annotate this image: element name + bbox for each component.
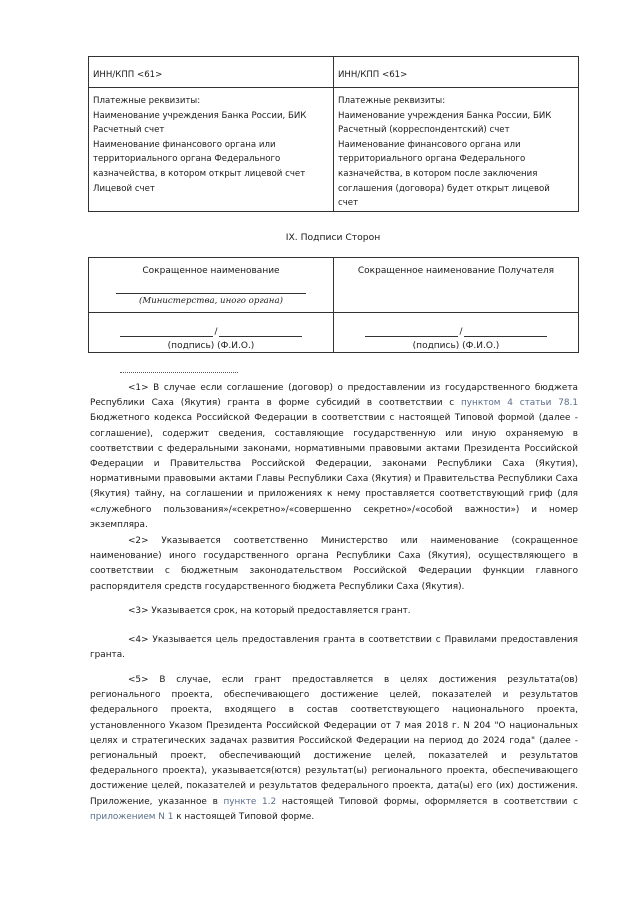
requisites-line: территориального органа Федерального [93, 154, 281, 165]
signature-caption: (подпись) (Ф.И.О.) [412, 341, 500, 351]
signatures-table [88, 257, 579, 353]
left-requisites-cell [89, 88, 334, 212]
footnote-link[interactable]: пункте 1.2 [223, 796, 277, 807]
right-party-header: Сокращенное наименование Получателя [357, 266, 555, 276]
footnote-text: к настоящей Типовой форме. [173, 811, 315, 822]
footnote-text: <4> Указывается цель предоставления гранта в соответствии с Правилами предоставления гранта. [90, 635, 578, 661]
footnote-separator [120, 372, 238, 373]
footnote-3 [90, 604, 578, 619]
signature-line [120, 336, 213, 337]
signature-caption: (подпись) (Ф.И.О.) [167, 341, 255, 351]
footnote-text: <5> В случае, если грант предоставляется в целях достижения результата(ов) регионального проекта, обеспечивающего достижение целей, показателей и результатов федерального проекта, входящего в состав соответствующего национального проекта, установленного Указом Президента Российской Федерации от 7 мая 2018 г. N 204 "О национальных целях и стратегических задачах развития Российской Федерации на период до 2024 года" (далее - региональный проект, обеспечивающий достижение целей, показателей и результатов федерального проекта), указывается(ются) результат(ы) регионального проекта, обеспечивающего достижение целей, показателей и результатов федерального проекта, дата(ы) его (их) достижения. Приложение, указанное в [90, 675, 578, 807]
right-party-cell [334, 258, 579, 313]
right-requisites-cell [334, 88, 579, 212]
requisites-line: Лицевой счет [93, 183, 155, 194]
footnote-text: <1> В случае если соглашение (договор) о предоставлении из государственного бюджета Республики Саха (Якутия) гранта в форме субсидий в соответствии с [90, 383, 578, 409]
signature-field [334, 327, 578, 337]
requisites-line: соглашения (договора) будет открыт лицевой [338, 183, 550, 194]
name-line [464, 336, 547, 337]
signature-line [365, 336, 458, 337]
left-party-header: Сокращенное наименование [142, 266, 280, 276]
requisites-line: Наименование учреждения Банка России, БИК [338, 110, 552, 121]
section-title: IX. Подписи Сторон [285, 232, 381, 243]
footnote-2 [90, 534, 578, 595]
requisites-line: территориального органа Федерального [338, 154, 526, 165]
requisites-line: Расчетный (корреспондентский) счет [338, 125, 510, 136]
requisites-line: Наименование учреждения Банка России, БИК [93, 110, 307, 121]
footnote-text: <3> Указывается срок, на который предоставляется грант. [128, 606, 411, 616]
left-signature-cell [89, 313, 334, 353]
requisites-line: Расчетный счет [93, 125, 165, 136]
footnote-text: Бюджетного кодекса Российской Федерации в соответствии с настоящей Типовой формой (далее - соглашение), содержит сведения, составляющие государственную или иную охраняемую в соответствии с федеральными законами, нормативными правовыми актами Президента Российской Федерации и Правительства Российской Федерации, законами Республики Саха (Якутия), нормативными правовыми актами Главы Республики Саха (Якутия) и Правительства Республики Саха (Якутия) тайну, на соглашении и приложениях к нему проставляется соответствующий гриф (для «служебного пользования»/«секретно»/«совершенно секретно»/«особой важности») и номер экземпляра. [90, 413, 578, 530]
slash: / [214, 327, 218, 337]
requisites-line: казначейства, в котором открыт лицевой счет [93, 168, 306, 179]
requisites-line: Платежные реквизиты: [338, 96, 446, 106]
signature-field [89, 327, 333, 337]
left-party-cell [89, 258, 334, 313]
footnote-text: <2> Указывается соответственно Министерство или наименование (сокращенное наименование) иного государственного органа Республики Саха (Якутия), осуществляющего в соответствии с бюджетным законодательством Российской Федерации функции главного распорядителя средств государственного бюджета Республики Саха (Якутия). [90, 536, 578, 592]
footnote-1 [90, 381, 578, 533]
footnote-5 [90, 673, 578, 825]
requisites-line: Наименование финансового органа или [338, 139, 521, 150]
left-inn: ИНН/КПП <61> [93, 70, 163, 80]
footnote-text: настоящей Типовой формы, оформляется в соответствии с [276, 796, 578, 807]
ministry-name-line [116, 293, 306, 294]
slash: / [459, 327, 463, 337]
bank-details-table [88, 56, 579, 212]
footnote-link[interactable]: приложением N 1 [90, 811, 174, 822]
requisites-line: Платежные реквизиты: [93, 96, 201, 106]
left-inn-cell [89, 57, 334, 88]
name-line [219, 336, 302, 337]
right-signature-cell [334, 313, 579, 353]
requisites-line: Наименование финансового органа или [93, 139, 276, 150]
footnote-link[interactable]: пунктом 4 статьи 78.1 [460, 398, 578, 409]
right-inn-cell [334, 57, 579, 88]
right-inn: ИНН/КПП <61> [338, 70, 408, 80]
requisites-line: счет [338, 198, 359, 209]
ministry-note: (Министерства, иного органа) [139, 296, 283, 306]
footnote-4 [90, 633, 578, 663]
requisites-line: казначейства, в котором после заключения [338, 168, 538, 179]
